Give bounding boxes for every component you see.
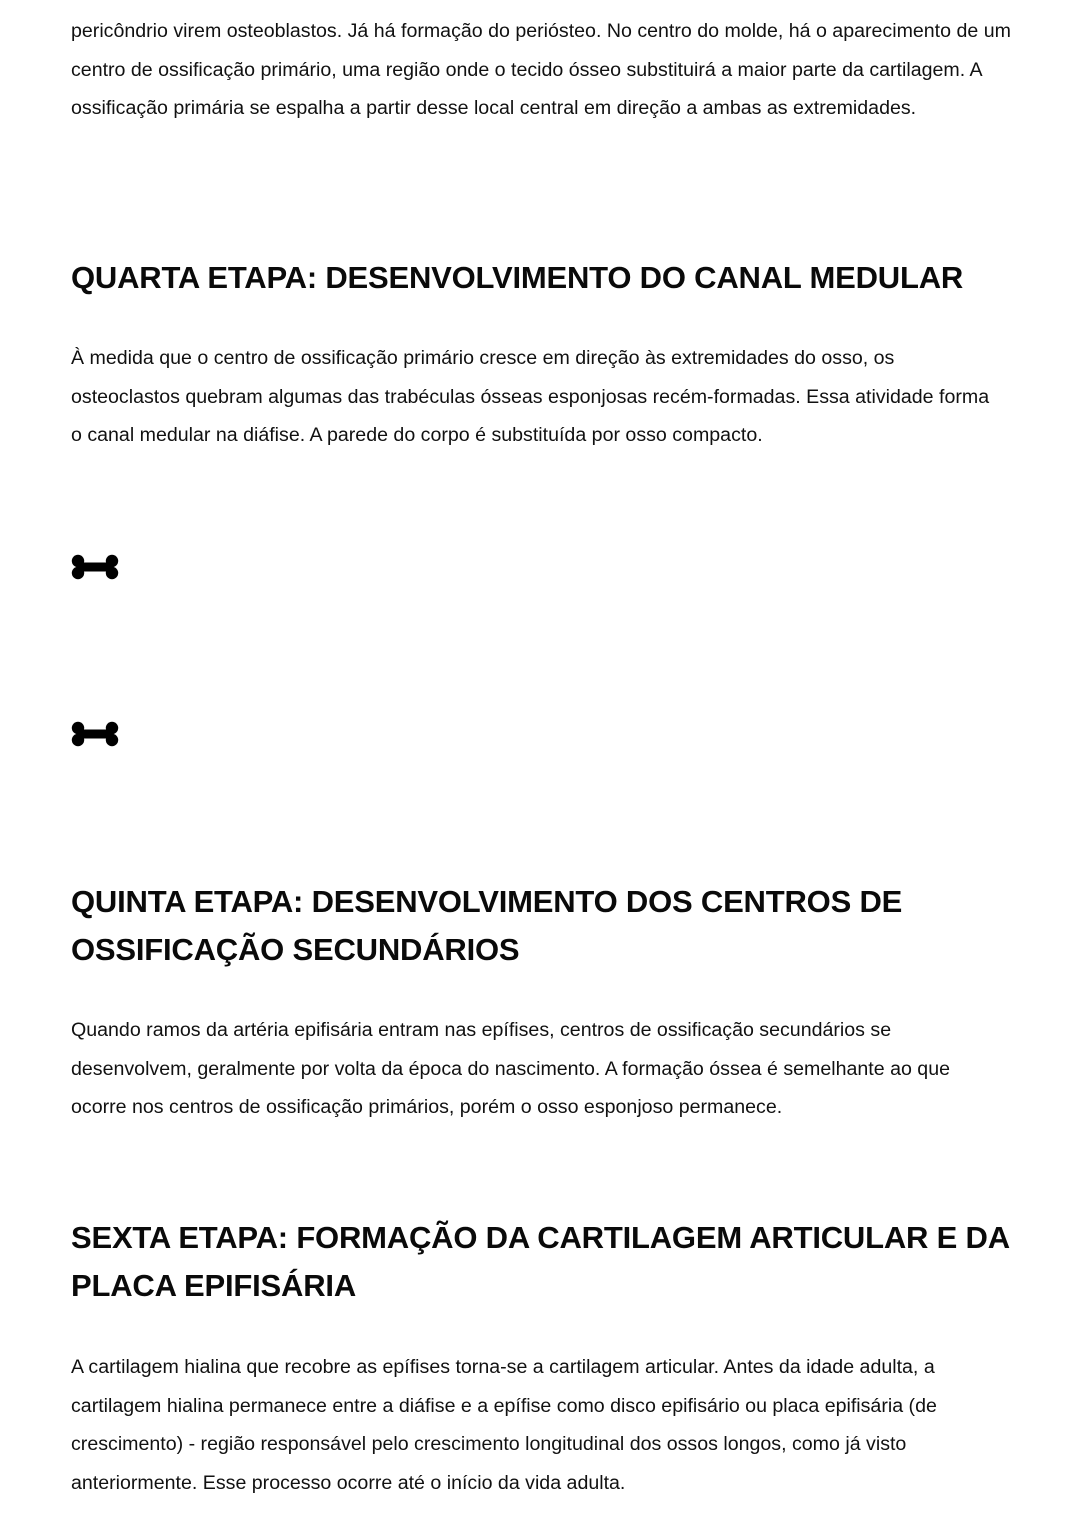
section-paragraph-sexta-etapa: A cartilagem hialina que recobre as epífises torna-se a cartilagem articular. Antes da idade adulta, a cartilagem hialina permanece entre a diáfise e a epífise como disco epifisário ou placa epifisária (de crescimento) - região responsável pelo crescimento longitudinal dos ossos longos, como já visto anteriormente. Esse processo ocorre até o início da vida adulta. (71, 1356, 937, 1494)
intro-paragraph: pericôndrio virem osteoblastos. Já há formação do periósteo. No centro do molde, há o aparecimento de um centro de ossificação primário, uma região onde o tecido ósseo substituirá a maior parte da cartilagem. A ossificação primária se espalha a partir desse local central em direção a ambas as extremidades. (71, 20, 1011, 119)
bone-icon (71, 554, 119, 580)
section-title-quarta-etapa: QUARTA ETAPA: DESENVOLVIMENTO DO CANAL MEDULAR (71, 260, 964, 295)
section-paragraph-quarta-etapa: À medida que o centro de ossificação primário cresce em direção às extremidades do osso, os osteoclastos quebram algumas das trabéculas ósseas esponjosas recém-formadas. Essa atividade forma o canal medular na diáfise. A parede do corpo é substituída por osso compacto. (71, 347, 990, 446)
section-paragraph-quinta-etapa: Quando ramos da artéria epifisária entram nas epífises, centros de ossificação secundários se desenvolvem, geralmente por volta da época do nascimento. A formação óssea é semelhante ao que ocorre nos centros de ossificação primários, porém o osso esponjoso permanece. (71, 1019, 951, 1118)
section-title-quinta-etapa: QUINTA ETAPA: DESENVOLVIMENTO DOS CENTROS DE OSSIFICAÇÃO SECUNDÁRIOS (71, 884, 903, 967)
bone-icon (71, 721, 119, 747)
section-title-sexta-etapa: SEXTA ETAPA: FORMAÇÃO DA CARTILAGEM ARTICULAR E DA PLACA EPIFISÁRIA (71, 1220, 1009, 1303)
